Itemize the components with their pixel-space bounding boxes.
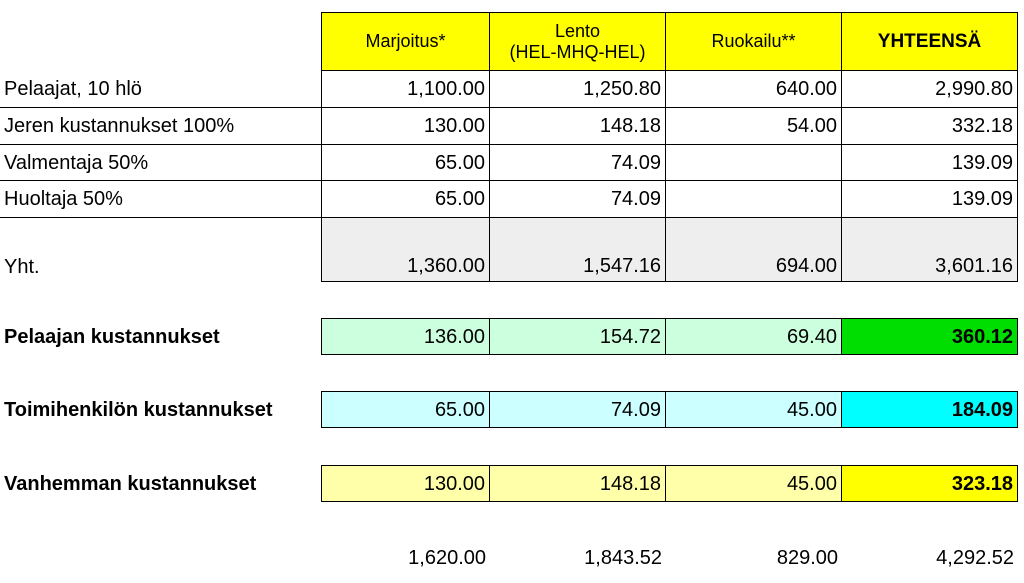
- cell-ruokailu[interactable]: [666, 181, 842, 218]
- summary-vanhempi-majoitus[interactable]: 130.00: [321, 465, 490, 502]
- row-label[interactable]: Pelaajat, 10 hlö: [0, 71, 321, 108]
- header-lento-line1: Lento: [554, 20, 601, 41]
- cell-total[interactable]: 139.09: [842, 145, 1018, 181]
- summary-toimihenkilo-total[interactable]: 184.09: [842, 391, 1018, 428]
- header-ruokailu[interactable]: [666, 12, 842, 71]
- cell-total[interactable]: 332.18: [842, 108, 1018, 145]
- summary-pelaaja-majoitus[interactable]: 136.00: [321, 318, 490, 355]
- header-ruokailu-label: Ruokailu**: [711, 31, 796, 51]
- summary-vanhempi-total[interactable]: 323.18: [842, 465, 1018, 502]
- cell-majoitus[interactable]: 1,100.00: [321, 71, 490, 108]
- header-yhteensa-label: YHTEENSÄ: [877, 31, 982, 52]
- cell-majoitus[interactable]: 130.00: [321, 108, 490, 145]
- grand-total-ruokailu[interactable]: 829.00: [776, 547, 838, 569]
- cell-total[interactable]: 2,990.80: [842, 71, 1018, 108]
- cell-ruokailu[interactable]: [666, 145, 842, 181]
- header-majoitus-label: Marjoitus*: [365, 31, 446, 51]
- summary-vanhempi-ruokailu[interactable]: 45.00: [666, 465, 842, 502]
- header-lento-line2: (HEL-MHQ-HEL): [509, 41, 646, 62]
- summary-label-toimihenkilo[interactable]: Toimihenkilön kustannukset: [4, 398, 273, 421]
- cell-ruokailu-yht[interactable]: 694.00: [666, 218, 842, 282]
- row-label[interactable]: Jeren kustannukset 100%: [0, 108, 321, 145]
- summary-toimihenkilo-lento[interactable]: 74.09: [490, 391, 666, 428]
- cell-total-yht[interactable]: 3,601.16: [842, 218, 1018, 282]
- summary-label-vanhempi[interactable]: Vanhemman kustannukset: [4, 472, 257, 495]
- row-label-yht[interactable]: Yht.: [4, 256, 40, 278]
- header-yhteensa[interactable]: [842, 12, 1018, 71]
- summary-pelaaja-ruokailu[interactable]: 69.40: [666, 318, 842, 355]
- cell-majoitus[interactable]: 65.00: [321, 145, 490, 181]
- summary-label-pelaaja[interactable]: Pelaajan kustannukset: [4, 325, 220, 348]
- cell-ruokailu[interactable]: 54.00: [666, 108, 842, 145]
- summary-pelaaja-lento[interactable]: 154.72: [490, 318, 666, 355]
- summary-pelaaja-total[interactable]: 360.12: [842, 318, 1018, 355]
- cell-total[interactable]: 139.09: [842, 181, 1018, 218]
- cell-majoitus[interactable]: 65.00: [321, 181, 490, 218]
- header-majoitus[interactable]: [321, 12, 490, 71]
- cell-majoitus-yht[interactable]: 1,360.00: [321, 218, 490, 282]
- cell-lento-yht[interactable]: 1,547.16: [490, 218, 666, 282]
- grand-total-lento[interactable]: 1,843.52: [584, 547, 662, 569]
- cell-lento[interactable]: 74.09: [490, 145, 666, 181]
- summary-toimihenkilo-majoitus[interactable]: 65.00: [321, 391, 490, 428]
- summary-toimihenkilo-ruokailu[interactable]: 45.00: [666, 391, 842, 428]
- grand-total-majoitus[interactable]: 1,620.00: [408, 547, 486, 569]
- grand-total-total[interactable]: 4,292.52: [936, 547, 1014, 569]
- cell-lento[interactable]: 148.18: [490, 108, 666, 145]
- cell-ruokailu[interactable]: 640.00: [666, 71, 842, 108]
- row-label[interactable]: Valmentaja 50%: [0, 145, 321, 181]
- summary-vanhempi-lento[interactable]: 148.18: [490, 465, 666, 502]
- header-lento[interactable]: [490, 12, 666, 71]
- cell-lento[interactable]: 1,250.80: [490, 71, 666, 108]
- cell-lento[interactable]: 74.09: [490, 181, 666, 218]
- row-label[interactable]: Huoltaja 50%: [0, 181, 321, 218]
